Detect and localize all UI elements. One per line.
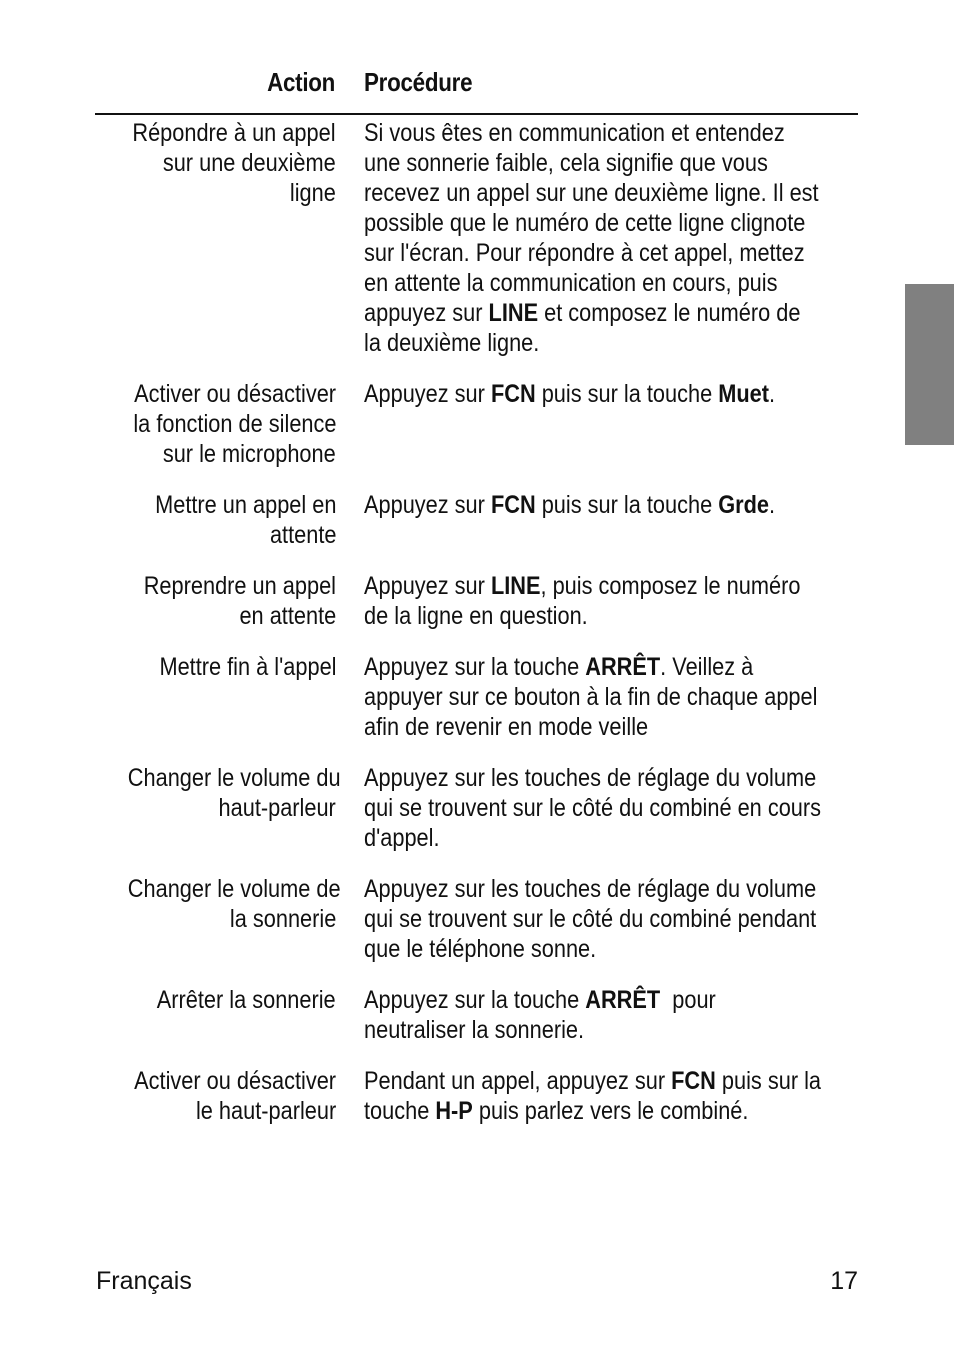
procedure-line	[364, 298, 800, 328]
header-divider	[95, 113, 858, 115]
procedure-line	[364, 178, 819, 208]
action-line: sur le microphone	[163, 440, 336, 468]
procedure-text: . Veillez à	[660, 653, 754, 681]
procedure-text: appuyez sur	[364, 299, 489, 327]
procedure-line	[364, 793, 821, 823]
procedure-cell	[364, 652, 849, 742]
action-line: la fonction de silence	[132, 410, 336, 438]
procedure-line	[364, 379, 775, 409]
action-cell	[96, 1066, 336, 1126]
procedure-cell	[364, 985, 849, 1045]
procedure-line	[364, 682, 817, 712]
procedure-line	[364, 712, 648, 742]
procedure-text: Appuyez sur la touche	[364, 653, 586, 681]
key-name: FCN	[490, 491, 536, 519]
procedure-line	[364, 118, 785, 148]
page-number: 17	[830, 1267, 858, 1295]
procedure-text: puis sur la touche	[535, 380, 719, 408]
key-name: Muet	[718, 380, 769, 408]
action-cell	[96, 571, 336, 631]
procedure-text: Si vous êtes en communication et entendez	[364, 119, 785, 147]
procedure-line	[364, 601, 588, 631]
key-name: H-P	[435, 1097, 473, 1125]
procedure-text: une sonnerie faible, cela signifie que vous	[364, 149, 768, 177]
procedure-line	[364, 823, 440, 853]
procedure-line	[364, 874, 816, 904]
key-name: ARRÊT	[585, 986, 661, 1014]
procedure-text: Appuyez sur	[364, 491, 491, 519]
footer-language: Français	[96, 1267, 192, 1295]
procedure-text: sur l'écran. Pour répondre à cet appel, mettez	[364, 239, 805, 267]
procedure-text: de la ligne en question.	[364, 602, 588, 630]
procedure-text: Pendant un appel, appuyez sur	[364, 1067, 672, 1095]
procedure-text: , puis composez le numéro	[540, 572, 801, 600]
action-line: Mettre fin à l'appel	[158, 653, 336, 681]
procedure-text: appuyer sur ce bouton à la fin de chaque appel	[364, 683, 818, 711]
procedure-text: Appuyez sur les touches de réglage du volume	[364, 875, 817, 903]
procedure-text: touche	[364, 1097, 436, 1125]
procedure-line	[364, 208, 805, 238]
procedure-text: .	[768, 491, 776, 519]
procedure-text: recevez un appel sur une deuxième ligne. Il est	[364, 179, 819, 207]
key-name: FCN	[671, 1067, 716, 1095]
procedure-text: pour	[660, 986, 716, 1014]
table-row	[96, 118, 858, 358]
procedure-text: Appuyez sur les touches de réglage du volume	[364, 764, 817, 792]
procedure-line	[364, 571, 800, 601]
action-line: Changer le volume du	[127, 764, 341, 792]
procedure-cell	[364, 1066, 849, 1126]
action-line: Reprendre un appel	[143, 572, 336, 600]
procedure-line	[364, 1066, 821, 1096]
key-name: FCN	[490, 380, 536, 408]
header-action: Action	[266, 67, 335, 97]
key-name: LINE	[490, 572, 541, 600]
table-row	[96, 652, 858, 742]
action-line: sur une deuxième	[163, 149, 336, 177]
header-procedure: Procédure	[364, 67, 473, 97]
action-line: le haut-parleur	[195, 1097, 336, 1125]
procedure-cell	[364, 874, 849, 964]
action-line: ligne	[290, 179, 336, 207]
procedure-text: puis sur la	[715, 1067, 822, 1095]
procedure-line	[364, 328, 539, 358]
action-line: haut-parleur	[218, 794, 336, 822]
procedure-line	[364, 652, 753, 682]
action-line: Changer le volume de	[127, 875, 341, 903]
procedure-text: Appuyez sur	[364, 380, 491, 408]
procedure-text: Appuyez sur la touche	[364, 986, 586, 1014]
action-cell	[96, 985, 336, 1045]
action-line: la sonnerie	[229, 905, 336, 933]
procedure-line	[364, 904, 816, 934]
procedure-line	[364, 934, 596, 964]
key-name: LINE	[488, 299, 539, 327]
procedure-text: la deuxième ligne.	[364, 329, 540, 357]
table-row	[96, 985, 858, 1045]
procedure-text: Appuyez sur	[364, 572, 491, 600]
procedure-text: qui se trouvent sur le côté du combiné pendant	[364, 905, 817, 933]
action-line: Répondre à un appel	[132, 119, 336, 147]
procedure-line	[364, 1096, 748, 1126]
procedure-line	[364, 148, 768, 178]
action-line: attente	[269, 521, 336, 549]
procedure-text: et composez le numéro de	[538, 299, 801, 327]
procedure-text: possible que le numéro de cette ligne clignote	[364, 209, 806, 237]
procedure-cell	[364, 379, 849, 469]
action-cell	[96, 874, 341, 964]
procedure-table	[96, 118, 858, 1147]
procedure-line	[364, 1015, 584, 1045]
action-cell	[96, 379, 336, 469]
action-cell	[96, 118, 336, 358]
action-cell	[96, 652, 336, 742]
action-cell	[96, 763, 341, 853]
procedure-cell	[364, 118, 849, 358]
procedure-text: puis parlez vers le combiné.	[472, 1097, 749, 1125]
table-row	[96, 874, 858, 964]
procedure-text: qui se trouvent sur le côté du combiné en cours	[364, 794, 822, 822]
table-header	[96, 64, 858, 104]
key-name: Grde	[718, 491, 769, 519]
procedure-text: afin de revenir en mode veille	[364, 713, 649, 741]
section-tab	[905, 284, 954, 445]
procedure-text: puis sur la touche	[535, 491, 719, 519]
action-line: Mettre un appel en	[154, 491, 336, 519]
action-cell	[96, 490, 336, 550]
table-row	[96, 1066, 858, 1126]
table-row	[96, 571, 858, 631]
procedure-text: d'appel.	[364, 824, 440, 852]
table-row	[96, 490, 858, 550]
procedure-line	[364, 490, 775, 520]
procedure-cell	[364, 763, 849, 853]
action-line: en attente	[239, 602, 336, 630]
table-row	[96, 379, 858, 469]
procedure-line	[364, 763, 816, 793]
action-line: Arrêter la sonnerie	[157, 986, 336, 1014]
procedure-cell	[364, 571, 849, 631]
procedure-text: neutraliser la sonnerie.	[364, 1016, 585, 1044]
procedure-line	[364, 238, 805, 268]
procedure-text: que le téléphone sonne.	[364, 935, 597, 963]
procedure-text: en attente la communication en cours, puis	[364, 269, 778, 297]
key-name: ARRÊT	[585, 653, 661, 681]
procedure-line	[364, 268, 777, 298]
procedure-text: .	[768, 380, 776, 408]
procedure-cell	[364, 490, 849, 550]
action-line: Activer ou désactiver	[134, 380, 336, 408]
table-row	[96, 763, 858, 853]
procedure-line	[364, 985, 716, 1015]
action-line: Activer ou désactiver	[134, 1067, 336, 1095]
